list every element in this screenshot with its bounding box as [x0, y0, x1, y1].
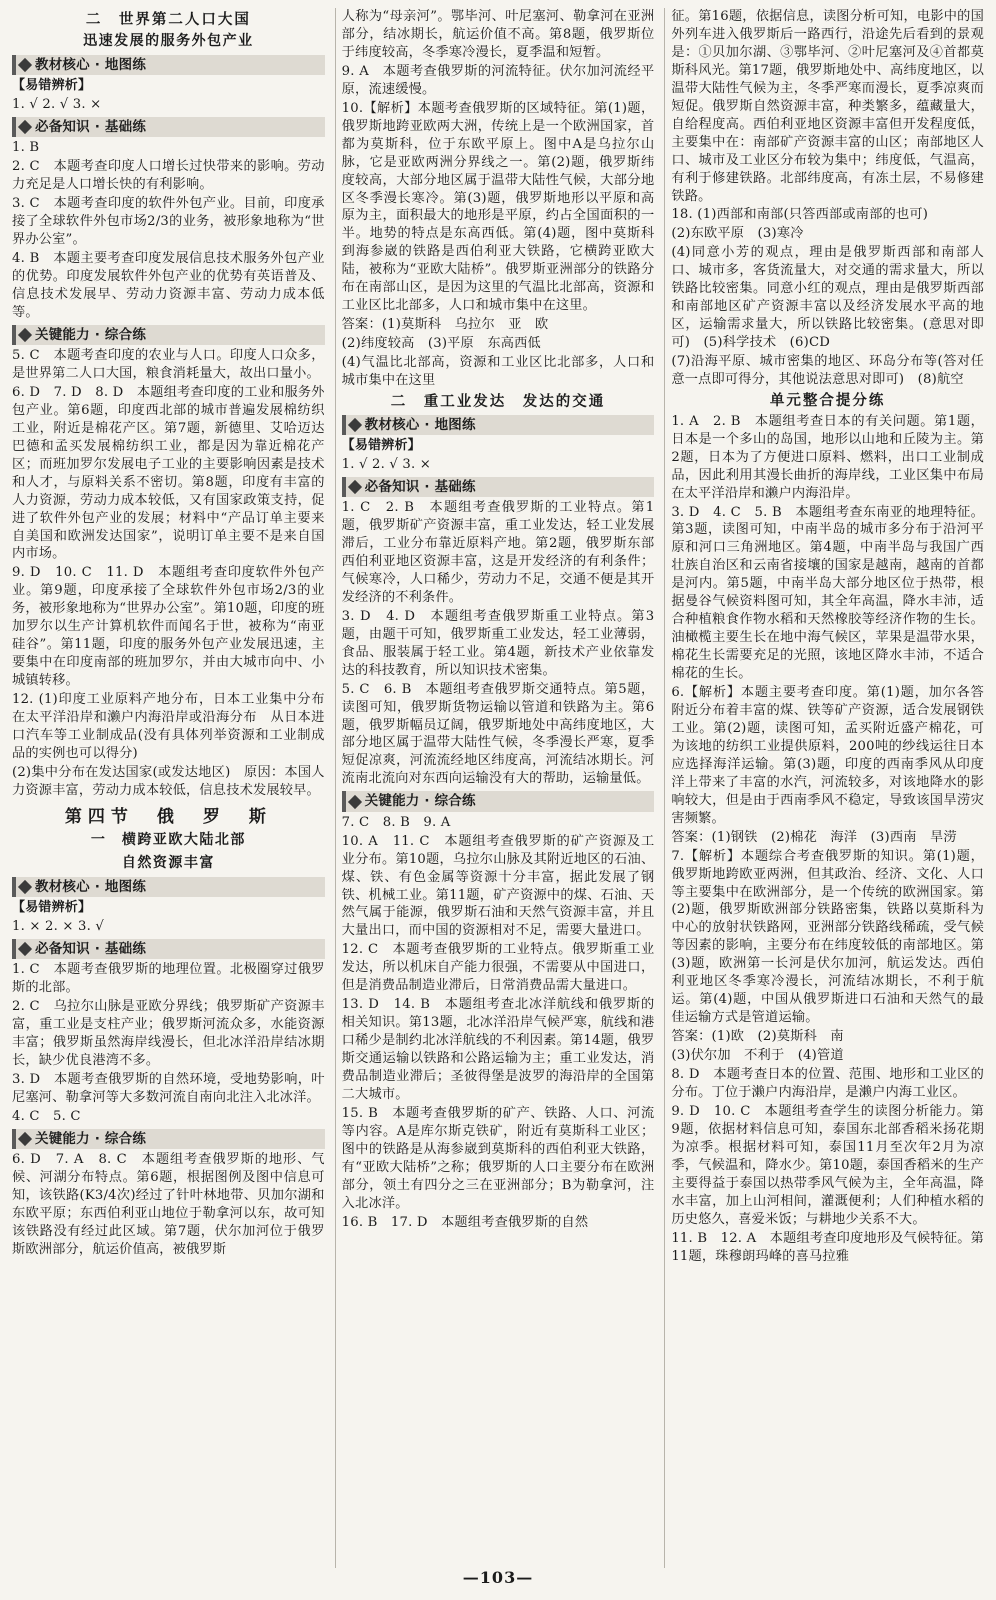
column-right: [664, 8, 984, 1568]
diamond-bullet-icon: [18, 328, 32, 342]
section-heading-bar: [12, 1129, 325, 1149]
answer-paragraph: (2)东欧平原 (3)寒冷: [671, 226, 804, 242]
analysis-tag: 【易错辨析】: [341, 438, 421, 454]
section-heading-text: 必备知识 · 基础练: [35, 940, 147, 957]
section-subtitle: 自然资源丰富: [121, 854, 215, 871]
section-subtitle: 迅速发展的服务外包产业: [83, 32, 254, 49]
answer-paragraph: 5. C 6. B 本题组考查俄罗斯交通特点。第5题，读图可知，俄罗斯货物运输以管道和铁路为主。第6题，俄罗斯幅员辽阔，俄罗斯地处中高纬度地区，大部分地区属于温带大陆性气候，冬季漫长严寒，夏季短促凉爽，河流流经地区纬度高，河流结冰期长。河流南北流向对东西向运输没有大的帮助，运输量低。: [341, 681, 655, 787]
page-number: —103—: [462, 1568, 534, 1587]
answer-paragraph: 2. C 乌拉尔山脉是亚欧分界线；俄罗斯矿产资源丰富，重工业是支柱产业；俄罗斯河流众多，水能资源丰富；俄罗斯虽然海岸线漫长，但北冰洋沿岸结冰期长，缺少优良港湾不多。: [12, 999, 325, 1069]
answer-paragraph: 9. D 10. C 本题组考查学生的读图分析能力。第9题，依据材料信息可知，泰国东北部香稻米扬花期为凉季。根据材料可知，泰国11月至次年2月为凉季，气候温和，降水少。第10题，泰国香稻米的生产主要得益于泰国以热带季风气候为主，全年高温，降水丰富，加上山河相间，灌溉便利；人们种植水稻的历史悠久，喜爱米饭；与耕地少关系不大。: [671, 1103, 985, 1227]
diamond-bullet-icon: [348, 418, 362, 432]
answer-paragraph: 7.【解析】本题综合考查俄罗斯的知识。第(1)题，俄罗斯地跨欧亚两洲，但其政治、经济、文化、人口等主要集中在欧洲部分，是一个传统的欧洲国家。第(2)题，俄罗斯欧洲部分铁路密集，铁路以莫斯科为中心的放射状铁路网，亚洲部分铁路线稀疏，受气候等因素的影响，主要分布在纬度较低的南部地区。第(3)题，欧洲第一长河是伏尔加河，航运发达。西伯利亚地区冬季寒冷漫长，河流结冰期长，不利于航运。第(4)题，中国从俄罗斯进口石油和天然气的最佳运输方式是管道运输。: [671, 848, 985, 1026]
answer-paragraph: 1. B: [12, 140, 40, 156]
answer-paragraph: 答案：(1)欧 (2)莫斯科 南: [671, 1029, 844, 1045]
section-heading-bar: [12, 117, 325, 137]
answer-paragraph: 16. B 17. D 本题组考查俄罗斯的自然: [341, 1214, 589, 1230]
section-heading-bar: [12, 939, 325, 959]
answer-paragraph: (7)沿海平原、城市密集的地区、环岛分布等(答对任意一点即可得分，其他说法意思对即可) (8)航空: [671, 354, 985, 388]
answer-paragraph: (2)集中分布在发达国家(或发达地区) 原因：本国人力资源丰富，劳动力成本较低，信息技术发展较早。: [12, 764, 325, 798]
answer-paragraph: 12. C 本题考查俄罗斯的工业特点。俄罗斯重工业发达，所以机床自产能力很强，不需要从中国进口，但是消费品制造业滞后，日常消费品需大量进口。: [341, 942, 655, 994]
answer-paragraph: 4. B 本题主要考查印度发展信息技术服务外包产业的优势。印度发展软件外包产业的优势有英语普及、信息技术发展早、劳动力资源丰富、劳动力成本低等。: [12, 250, 325, 320]
answer-paragraph: (3)伏尔加 不利于 (4)管道: [671, 1048, 844, 1064]
answer-paragraph: 8. D 本题考查日本的位置、范围、地形和工业区的分布。丁位于濑户内海沿岸，是濑户内海工业区。: [671, 1067, 985, 1100]
answer-paragraph: 10. A 11. C 本题组考查俄罗斯的矿产资源及工业分布。第10题，乌拉尔山脉及其附近地区的石油、煤、铁、有色金属等资源十分丰富，据此发展了钢铁、机械工业。第11题，矿产资源中的煤、石油、天然气属于能源，俄罗斯石油和天然气资源丰富，并且大量出口，而中国的资源相对不足，需要大量进口。: [341, 833, 655, 939]
section-heading-text: 关键能力 · 综合练: [35, 1130, 147, 1147]
section-title: 单元整合提分练: [769, 392, 886, 410]
answer-paragraph: 12. (1)印度工业原料产地分布，日本工业集中分布在太平洋沿岸和濑户内海沿岸或沿海分布 从日本进口汽车等工业制成品(没有具体列举资源和工业制成品的实例也可以得分): [12, 692, 325, 761]
diamond-bullet-icon: [18, 120, 32, 134]
answer-paragraph: 征。第16题，依据信息，读图分析可知，电影中的国外列车进入俄罗斯后一路西行，沿途先后看到的景观是：①贝加尔湖、③鄂毕河、②叶尼塞河及④首都莫斯科风光。第17题，俄罗斯地处中、高纬度地区，以温带大陆性气候为主，冬季严寒而漫长，夏季凉爽而短促。俄罗斯自然资源丰富，种类繁多，蕴藏量大，自给程度高。西伯利亚地区资源丰富但开发程度低，主要集中在：南部矿产资源丰富的山区；南部地区人口、城市及工业区分布较为集中；纬度低，气温高，有利于修建铁路。北部纬度高，有冻土层，不易修建铁路。: [671, 9, 985, 204]
section-heading-bar: [12, 55, 325, 75]
section-title: 第四节 俄 罗 斯: [64, 806, 272, 827]
column-middle: [335, 8, 655, 1568]
section-heading-text: 关键能力 · 综合练: [35, 326, 147, 343]
answer-paragraph: 6. D 7. D 8. D 本题组考查印度的工业和服务外包产业。第6题，印度西北部的城市普遍发展棉纺织工业，附近是棉花产区。第7题，新德里、艾哈迈达巴德和孟买发展棉纺织工业，都是因为靠近棉花产区；而班加罗尔发展电子工业的主要影响因素是技术和人才，与原料关系不密切。第8题，印度有丰富的人力资源，劳动力成本较低，又有国家政策支持，促进了软件外包产业的发展；材料中“产品订单主要来自美国和欧洲发达国家”，说明订单主要不是来自国内市场。: [12, 384, 325, 562]
analysis-tag: 【易错辨析】: [12, 78, 92, 94]
diamond-bullet-icon: [348, 480, 362, 494]
answer-paragraph: 4. C 5. C: [12, 1108, 81, 1124]
column-left: [12, 8, 325, 1568]
analysis-tag: 【易错辨析】: [12, 900, 92, 916]
section-heading-text: 教材核心 · 地图练: [35, 56, 147, 73]
answer-paragraph: 3. D 本题考查俄罗斯的自然环境，受地势影响，叶尼塞河、勒拿河等大多数河流自南向北注入北冰洋。: [12, 1072, 325, 1105]
answer-paragraph: 答案：(1)莫斯科 乌拉尔 亚 欧: [341, 317, 549, 333]
answer-paragraph: 3. C 本题考查印度的软件外包产业。目前，印度承接了全球软件外包市场2/3的业务，被形象地称为“世界办公室”。: [12, 195, 325, 247]
section-title: 二 重工业发达 发达的交通: [390, 393, 606, 411]
section-heading-bar: [12, 877, 325, 897]
answer-page: [12, 8, 984, 1568]
answer-paragraph: 3. D 4. D 本题组考查俄罗斯重工业特点。第3题，由题干可知，俄罗斯重工业发达，轻工业薄弱，食品、服装属于轻工业。第4题，新技术产业依靠发达的科技教育，所以知识技术密集。: [341, 608, 655, 678]
answer-paragraph: 5. C 本题考查印度的农业与人口。印度人口众多，是世界第二人口大国，粮食消耗量大，故出口量小。: [12, 347, 325, 381]
answer-paragraph: 1. × 2. × 3. √: [12, 919, 105, 935]
section-heading-text: 教材核心 · 地图练: [364, 416, 476, 433]
answer-paragraph: 1. A 2. B 本题组考查日本的有关问题。第1题，日本是一个多山的岛国，地形以山地和丘陵为主。第2题，日本为了方便进口原料、燃料，出口工业制成品，因此利用其漫长曲折的海岸线，工业区集中布局在太平洋沿岸和濑户内海沿岸。: [671, 413, 985, 501]
diamond-bullet-icon: [18, 880, 32, 894]
answer-paragraph: 9. A 本题考查俄罗斯的河流特征。伏尔加河流经平原，流速缓慢。: [341, 63, 655, 97]
answer-paragraph: 15. B 本题考查俄罗斯的矿产、铁路、人口、河流等内容。A是库尔斯克铁矿，附近有莫斯科工业区；图中的铁路是从海参崴到莫斯科的西伯利亚大铁路，有“亚欧大陆桥”之称；俄罗斯的人口主要分布在欧洲部分，领土有四分之三在亚洲部分；B为勒拿河，注入北冰洋。: [341, 1105, 655, 1211]
diamond-bullet-icon: [18, 58, 32, 72]
answer-paragraph: 1. √ 2. √ 3. ×: [12, 96, 102, 112]
section-heading-bar: [342, 477, 655, 497]
answer-paragraph: 18. (1)西部和南部(只答西部或南部的也可): [671, 207, 929, 223]
section-heading-bar: [12, 325, 325, 345]
section-title: 二 世界第二人口大国: [85, 11, 251, 28]
section-heading-bar: [342, 415, 655, 435]
answer-paragraph: (4)同意小芳的观点，理由是俄罗斯西部和南部人口、城市多，客货流量大，对交通的需求量大，所以铁路比较密集。同意小红的观点，理由是俄罗斯西部和南部地区矿产资源丰富以及经济发展水平高的地区，运输需求量大，所以铁路比较密集。(意思对即可) (5)科学技术 (6)CD: [671, 245, 985, 351]
diamond-bullet-icon: [18, 1132, 32, 1146]
section-heading-text: 必备知识 · 基础练: [364, 478, 476, 495]
answer-paragraph: (4)气温比北部高，资源和工业区比北部多，人口和城市集中在这里: [341, 355, 655, 389]
answer-paragraph: 1. C 2. B 本题组考查俄罗斯的工业特点。第1题，俄罗斯矿产资源丰富，重工业发达，轻工业发展滞后，工业分布靠近原料产地。第2题，俄罗斯东部西伯利亚地区资源丰富，这是开发经济的有利条件；气候寒冷，人口稀少，劳动力不足，交通不便是其开发经济的不利条件。: [341, 500, 655, 605]
answer-paragraph: 10.【解析】本题考查俄罗斯的区域特征。第(1)题，俄罗斯地跨亚欧两大洲，传统上是一个欧洲国家，首都为莫斯科，位于东欧平原上。图中A是乌拉尔山脉，它是亚欧两洲分界线之一。第(2)题，俄罗斯纬度较高，大部分地区属于温带大陆性气候，大部分地区冬季漫长寒冷。第(3)题，俄罗斯地形以平原和高原为主，面积最大的地形是平原，约占全国面积的一半。地势的特点是东高西低。第(4)题，图中莫斯科到海参崴的铁路是西伯利亚大铁路，它横跨亚欧大陆，被称为“亚欧大陆桥”。俄罗斯亚洲部分的铁路分布在南部山区，是因为这里的气温比北部高，资源和工业区比北部多，人口和城市集中在这里。: [341, 100, 655, 314]
answer-paragraph: 1. C 本题考查俄罗斯的地理位置。北极圈穿过俄罗斯的北部。: [12, 962, 325, 996]
answer-paragraph: 人称为“母亲河”。鄂毕河、叶尼塞河、勒拿河在亚洲部分，结冰期长，航运价值不高。第8题，俄罗斯位于纬度较高，冬季寒冷漫长，夏季温和短暂。: [341, 9, 655, 60]
answer-paragraph: 7. C 8. B 9. A: [341, 814, 451, 830]
section-heading-text: 教材核心 · 地图练: [35, 878, 147, 895]
answer-paragraph: 2. C 本题考查印度人口增长过快带来的影响。劳动力充足是人口增长快的有利影响。: [12, 159, 325, 192]
answer-paragraph: 9. D 10. C 11. D 本题组考查印度软件外包产业。第9题，印度承接了全球软件外包市场2/3的业务，被形象地称为“世界办公室”。第10题，印度的班加罗尔以生产计算机软件而闻名于世，被称为“南亚硅谷”。第11题，印度的服务外包产业发展迅速，主要集中在印度南部的班加罗尔，并由大城市向中、小城镇转移。: [12, 565, 325, 689]
diamond-bullet-icon: [18, 942, 32, 956]
section-heading-bar: [342, 791, 655, 811]
answer-paragraph: 6. D 7. A 8. C 本题组考查俄罗斯的地形、气候、河湖分布特点。第6题，根据图例及图中信息可知，该铁路(K3/4次)经过了针叶林地带、贝加尔湖和东欧平原；东西伯利亚山地位于勒拿河以东，故可知该铁路没有经过此区域。第7题，伏尔加河位于俄罗斯欧洲部分，航运价值高，被俄罗斯: [12, 1152, 325, 1258]
section-heading-text: 关键能力 · 综合练: [364, 793, 476, 810]
answer-paragraph: 答案：(1)钢铁 (2)棉花 海洋 (3)西南 旱涝: [671, 829, 957, 845]
section-subtitle: 一 横跨亚欧大陆北部: [90, 831, 246, 848]
diamond-bullet-icon: [348, 794, 362, 808]
section-heading-text: 必备知识 · 基础练: [35, 118, 147, 135]
answer-paragraph: 1. √ 2. √ 3. ×: [341, 456, 432, 472]
answer-paragraph: 11. B 12. A 本题组考查印度地形及气候特征。第11题，珠穆朗玛峰的喜马拉雅: [671, 1230, 985, 1264]
answer-paragraph: 3. D 4. C 5. B 本题组考查东南亚的地理特征。第3题，读图可知，中南半岛的城市多分布于沿河平原和河口三角洲地区。第4题，中南半岛与我国广西壮族自治区和云南省接壤的国家是越南，越南的首都是河内。第5题，中南半岛大部分地区位于热带，根据曼谷气候资料图可知，其全年高温，降水丰沛，适合种植粮食作物水稻和天然橡胶等经济作物的生长。油橄榄主要生长在地中海气候区，苹果是温带水果，棉花生长需要充足的光照，该地区降水丰沛，不适合棉花的生长。: [671, 504, 985, 682]
answer-paragraph: 13. D 14. B 本题组考查北冰洋航线和俄罗斯的相关知识。第13题，北冰洋沿岸气候严寒，航线和港口稀少是制约北冰洋航线的不利因素。第14题，俄罗斯交通运输以铁路和公路运输为主；重工业发达，消费品制造业滞后；圣彼得堡是波罗的海沿岸的全国第二大城市。: [341, 997, 655, 1102]
answer-paragraph: 6.【解析】本题主要考查印度。第(1)题，加尔各答附近分布着丰富的煤、铁等矿产资源，适合发展钢铁工业。第(2)题，读图可知，孟买附近盛产棉花，可为该地的纺织工业提供原料，200吨的纱线运往日本应选择海洋运输。第(3)题，印度的西南季风从印度洋上带来了丰富的水汽，河流较多，对该地降水的影响较大，但是由于西南季风不稳定，导致该国旱涝灾害频繁。: [671, 685, 985, 826]
answer-paragraph: (2)纬度较高 (3)平原 东高西低: [341, 336, 541, 352]
